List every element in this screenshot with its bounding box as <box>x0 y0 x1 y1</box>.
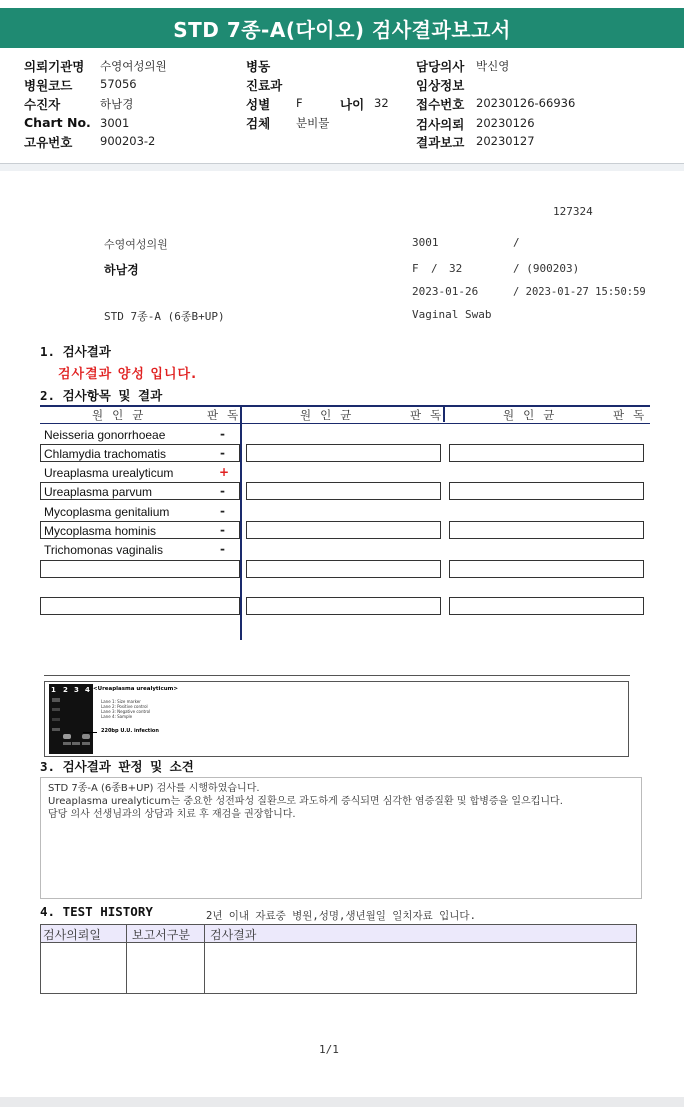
section1-heading: 1. 검사결과 <box>40 344 111 359</box>
summary-slash: / <box>513 236 520 249</box>
summary-id: / (900203) <box>513 262 580 275</box>
value-patient: 하남경 <box>100 97 134 111</box>
organism-result-positive: + <box>219 465 230 479</box>
label-clinical-info: 임상정보 <box>416 78 465 93</box>
section1-result: 검사결과 양성 입니다. <box>58 367 198 382</box>
value-doctor: 박신영 <box>476 59 510 73</box>
gel-panel <box>44 681 629 757</box>
gel-image <box>49 684 93 754</box>
gel-legend-line: Lane 1: Size marker <box>101 699 141 704</box>
header-separator <box>0 163 684 171</box>
label-report-date: 결과보고 <box>416 135 465 150</box>
gel-lane-2: 2 <box>63 686 68 694</box>
value-request-date: 20230126 <box>476 116 535 130</box>
summary-request-date: 2023-01-26 <box>412 285 479 298</box>
section4-note: 2년 이내 자료중 병원,성명,생년월일 일치자료 입니다. <box>206 910 476 922</box>
label-patient: 수진자 <box>24 97 61 112</box>
section4-heading: 4. TEST HISTORY <box>40 904 153 919</box>
label-specimen: 검체 <box>246 116 271 131</box>
gel-legend-line: Lane 3: Negative control <box>101 709 151 714</box>
history-col-result: 검사결과 <box>210 928 257 942</box>
summary-age: 32 <box>449 262 463 275</box>
organism-name: Neisseria gonorrhoeae <box>44 428 166 442</box>
findings-line: 담당 의사 선생님과의 상담과 치료 후 재검을 권장합니다. <box>48 809 296 820</box>
gel-legend <box>101 699 150 719</box>
empty-cell <box>449 482 644 500</box>
label-unique-no: 고유번호 <box>24 135 73 150</box>
history-col-report-type: 보고서구분 <box>132 928 190 942</box>
findings-text <box>48 782 563 821</box>
report-title: STD 7종-A(다이오) 검사결과보고서 <box>0 8 684 48</box>
summary-sex: F <box>412 262 419 275</box>
gel-title: <Ureaplasma urealyticum> <box>93 686 178 692</box>
label-ward: 병동 <box>246 59 271 74</box>
organism-name: Ureaplasma parvum <box>44 485 153 499</box>
empty-cell <box>246 444 441 462</box>
organism-name-positive: Ureaplasma urealyticum <box>44 466 174 480</box>
col-header-judge-2: 판독 <box>410 408 451 422</box>
label-receipt-no: 접수번호 <box>416 97 465 112</box>
empty-cell <box>449 560 644 578</box>
summary-hospital: 수영여성의원 <box>104 238 168 251</box>
col-header-judge-3: 판독 <box>613 408 654 422</box>
col-header-judge-1: 판독 <box>207 408 248 422</box>
empty-cell <box>246 560 441 578</box>
label-institution: 의뢰기관명 <box>24 59 85 74</box>
label-sex: 성별 <box>246 97 271 112</box>
page-number: 1/1 <box>319 1043 339 1056</box>
empty-cell <box>449 597 644 615</box>
summary-chart: 3001 <box>412 236 439 249</box>
results-table <box>0 405 684 645</box>
col-header-organism-2: 원인균 <box>300 408 361 422</box>
findings-line: Ureaplasma urealyticum는 중요한 성전파성 질환으로 과도하게 증식되면 심각한 염증질환 및 합병증을 일으킵니다. <box>48 796 563 807</box>
col-header-organism-1: 원인균 <box>92 408 153 422</box>
value-age: 32 <box>374 96 389 110</box>
value-specimen: 분비물 <box>296 116 330 130</box>
gel-lane-1: 1 <box>51 686 56 694</box>
summary-sex-slash: / <box>431 262 438 275</box>
findings-line: STD 7종-A (6종B+UP) 검사를 시행하였습니다. <box>48 783 260 794</box>
organism-result: - <box>220 504 225 518</box>
empty-cell <box>246 597 441 615</box>
value-unique-no: 900203-2 <box>100 134 156 148</box>
label-doctor: 담당의사 <box>416 59 465 74</box>
summary-report-datetime: / 2023-01-27 15:50:59 <box>513 286 646 298</box>
label-department: 진료과 <box>246 78 283 93</box>
organism-result: - <box>220 446 225 460</box>
summary-specimen: Vaginal Swab <box>412 308 492 321</box>
value-sex: F <box>296 96 303 110</box>
value-institution: 수영여성의원 <box>100 59 167 73</box>
gel-lane-4: 4 <box>85 686 90 694</box>
label-request-date: 검사의뢰 <box>416 117 465 132</box>
value-receipt-no: 20230126-66936 <box>476 96 576 110</box>
organism-result: - <box>220 523 225 537</box>
organism-name: Mycoplasma hominis <box>44 524 157 538</box>
summary-code: 127324 <box>553 205 593 218</box>
empty-cell <box>449 444 644 462</box>
gel-lane-3: 3 <box>74 686 79 694</box>
gel-legend-line: Lane 4: Sample <box>101 714 133 719</box>
label-age: 나이 <box>340 97 365 112</box>
header-info <box>0 52 684 160</box>
arrow-icon <box>83 732 97 733</box>
organism-name: Mycoplasma genitalium <box>44 505 170 519</box>
label-hospital-code: 병원코드 <box>24 78 73 93</box>
organism-name: Chlamydia trachomatis <box>44 447 167 461</box>
value-report-date: 20230127 <box>476 134 535 148</box>
summary-test-name: STD 7종-A (6종B+UP) <box>104 310 225 323</box>
empty-cell <box>449 521 644 539</box>
organism-result: - <box>220 427 225 441</box>
gel-band-label: 220bp U.U. infection <box>101 728 159 734</box>
findings-box <box>40 777 642 899</box>
organism-result: - <box>220 542 225 556</box>
empty-cell <box>246 482 441 500</box>
history-col-request-date: 검사의뢰일 <box>43 928 101 942</box>
summary-patient: 하남경 <box>104 263 139 277</box>
label-chart-no: Chart No. <box>24 115 91 130</box>
value-chart-no: 3001 <box>100 116 130 130</box>
bottom-bar <box>0 1097 684 1107</box>
history-table <box>40 924 637 994</box>
col-header-organism-3: 원인균 <box>503 408 564 422</box>
value-hospital-code: 57056 <box>100 77 137 91</box>
organism-result: - <box>220 484 225 498</box>
section3-heading: 3. 검사결과 판정 및 소견 <box>40 759 194 774</box>
organism-name: Trichomonas vaginalis <box>44 543 163 557</box>
gel-legend-line: Lane 2: Positive control <box>101 704 148 709</box>
empty-cell <box>246 521 441 539</box>
section2-heading: 2. 검사항목 및 결과 <box>40 388 163 403</box>
